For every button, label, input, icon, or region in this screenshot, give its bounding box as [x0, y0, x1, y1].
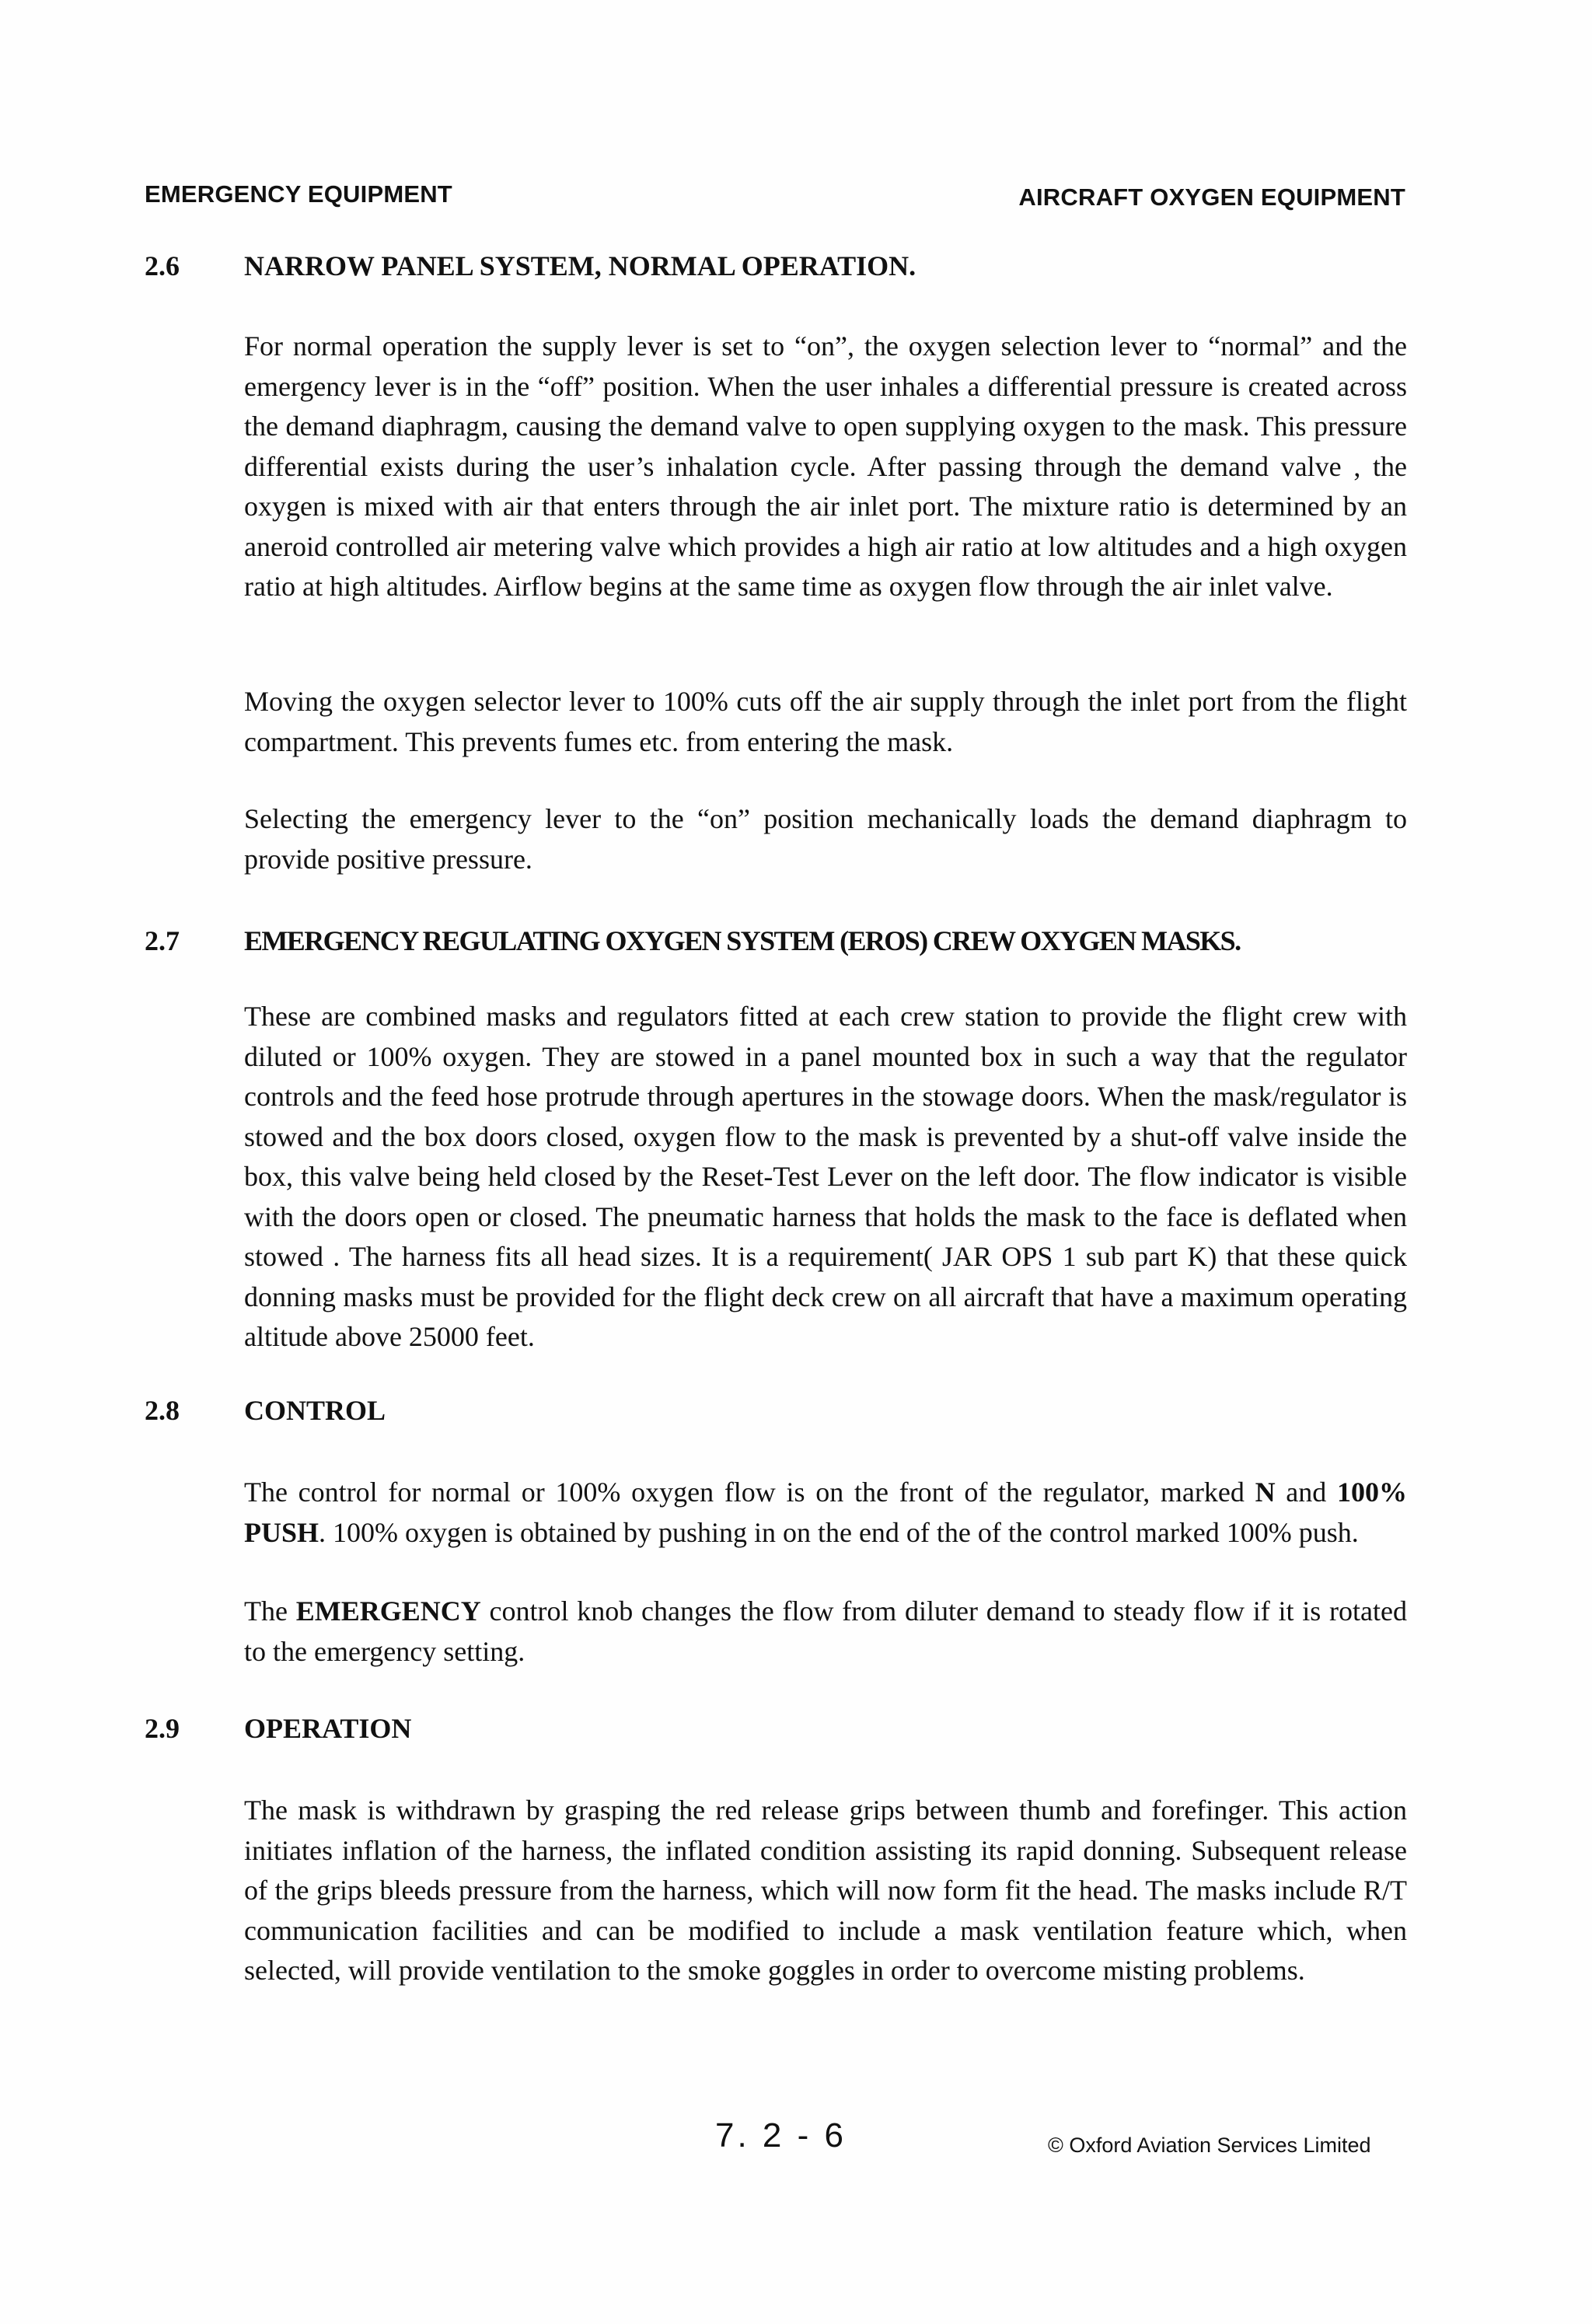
bold-run: EMERGENCY — [295, 1595, 481, 1627]
section-number: 2.7 — [145, 925, 180, 956]
section-title: NARROW PANEL SYSTEM, NORMAL OPERATION. — [244, 250, 916, 281]
section-title: OPERATION — [244, 1713, 412, 1744]
paragraph-2-8-1 — [244, 1473, 1407, 1553]
section-title: CONTROL — [244, 1395, 386, 1426]
paragraph-text: The mask is withdrawn by grasping the red release grips between thumb and forefinger. This action initiates inflation of the harness, the inflated condition assisting its rapid donning. Subsequent release of the grips bleeds pressure from the harness, which will now form fit the head. The masks include R/T communication facilities and can be modified to include a mask ventilation feature which, when selected, will provide ventilation to the smoke goggles in order to overcome misting problems. — [244, 1795, 1407, 1986]
bold-run: 100% PUSH — [244, 1477, 1407, 1548]
section-number: 2.6 — [145, 250, 180, 281]
paragraph-2-6-1 — [244, 327, 1407, 607]
paragraph-text — [244, 1592, 1407, 1672]
text-run: control knob changes the flow from diluter demand to steady flow if it is rotated to the emergency setting. — [244, 1595, 1408, 1667]
text-run: The — [244, 1595, 296, 1627]
text-run: The control for normal or 100% oxygen flow is on the front of the regulator, marked — [244, 1477, 1255, 1508]
text-run: . 100% oxygen is obtained by pushing in on the end of the of the control marked 100% push. — [319, 1516, 1359, 1548]
page-number: 7. 2 - 6 — [715, 2116, 847, 2155]
paragraph-2-9-1 — [244, 1791, 1407, 1991]
section-title: EMERGENCY REGULATING OXYGEN SYSTEM (EROS) CREW OXYGEN MASKS. — [244, 925, 1241, 956]
paragraph-text — [244, 1473, 1407, 1553]
section-number: 2.8 — [145, 1395, 180, 1426]
copyright-notice: © Oxford Aviation Services Limited — [1048, 2134, 1371, 2157]
paragraph-2-7-1 — [244, 997, 1407, 1358]
paragraph-text: Selecting the emergency lever to the “on” position mechanically loads the demand diaphragm to provide positive pressure. — [244, 803, 1407, 875]
header-topic: AIRCRAFT OXYGEN EQUIPMENT — [1018, 183, 1405, 211]
bold-run: N — [1255, 1477, 1276, 1508]
paragraph-2-8-2 — [244, 1592, 1407, 1672]
paragraph-text: For normal operation the supply lever is set to “on”, the oxygen selection lever to “normal” and the emergency lever is in the “off” position. When the user inhales a differential pressure is created across the demand diaphragm, causing the demand valve to open supplying oxygen to the mask. This pressure differential exists during the user’s inhalation cycle. After passing through the demand valve , the oxygen is mixed with air that enters through the air inlet port. The mixture ratio is determined by an aneroid controlled air metering valve which provides a high air ratio at low altitudes and a high oxygen ratio at high altitudes. Airflow begins at the same time as oxygen flow through the air inlet valve. — [244, 330, 1407, 602]
section-number: 2.9 — [145, 1713, 180, 1744]
paragraph-2-6-3 — [244, 799, 1407, 879]
paragraph-text: These are combined masks and regulators fitted at each crew station to provide the flight crew with diluted or 100% oxygen. They are stowed in a panel mounted box in such a way that the regulator controls and the feed hose protrude through apertures in the stowage doors. When the mask/regulator is stowed and the box doors closed, oxygen flow to the mask is prevented by a shut-off valve inside the box, this valve being held closed by the Reset-Test Lever on the left door. The flow indicator is visible with the doors open or closed. The pneumatic harness that holds the mask to the face is deflated when stowed . The harness fits all head sizes. It is a requirement( JAR OPS 1 sub part K) that these quick donning masks must be provided for the flight deck crew on all aircraft that have a maximum operating altitude above 25000 feet. — [244, 1001, 1407, 1352]
paragraph-2-6-2 — [244, 682, 1407, 762]
paragraph-text: Moving the oxygen selector lever to 100% cuts off the air supply through the inlet port from the flight compartment. This prevents fumes etc. from entering the mask. — [244, 686, 1407, 757]
page-header — [145, 180, 1405, 215]
text-run: and — [1275, 1477, 1337, 1508]
header-chapter: EMERGENCY EQUIPMENT — [145, 180, 452, 208]
